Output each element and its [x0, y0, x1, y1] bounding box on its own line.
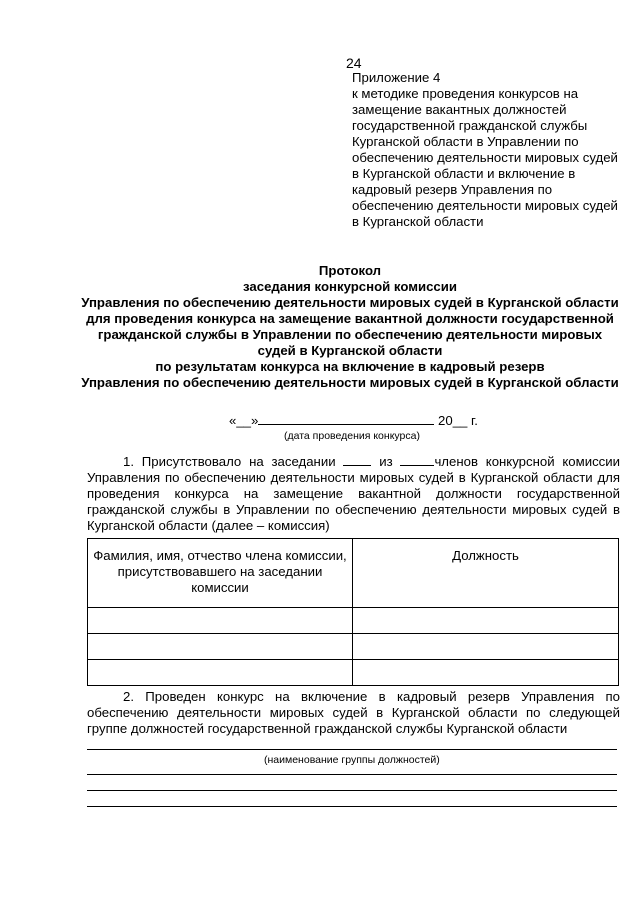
annex-line: замещение вакантных должностей — [352, 102, 567, 117]
date-year-suffix: г. — [467, 413, 478, 428]
table-cell[interactable] — [353, 608, 619, 634]
title-line: по результатам конкурса на включение в кадровый резерв — [155, 359, 545, 374]
date-caption: (дата проведения конкурса) — [284, 430, 420, 442]
annex-line: государственной гражданской службы — [352, 118, 588, 133]
table-cell[interactable] — [353, 634, 619, 660]
table-header-row — [88, 539, 619, 608]
annex-line: обеспечению деятельности мировых судей — [352, 150, 618, 165]
date-open-quote: « — [229, 413, 237, 428]
protocol-title — [80, 263, 620, 391]
date-close-quote: » — [251, 413, 259, 428]
title-line: гражданской службы в Управлении по обеспечению деятельности мировых — [97, 327, 603, 342]
annex-header — [352, 70, 622, 230]
date-month-blank[interactable] — [258, 412, 434, 425]
paragraph-2 — [87, 689, 620, 737]
date-field[interactable] — [229, 412, 478, 429]
page-number: 24 — [346, 55, 362, 71]
paragraph-1-part1: 1. Присутствовало на заседании — [123, 454, 344, 469]
blank-line[interactable] — [87, 806, 617, 807]
annex-line: в Курганской области — [352, 214, 484, 229]
title-line: для проведения конкурса на замещение вакантной должности государственной — [86, 311, 614, 326]
date-day-blank[interactable]: __ — [236, 413, 252, 428]
annex-line: к методике проведения конкурсов на — [352, 86, 579, 101]
total-count-blank[interactable] — [400, 453, 434, 466]
paragraph-1-part3: членов конкурсной комиссии Управления по обеспечению деятельности мировых судей в Курганской области для проведения конкурса на замещение вакантной должности государственной гражданской службы в Управлении по обеспечению деятельности мировых судей в Курганской области (далее – комиссия) — [87, 454, 620, 533]
present-count-blank[interactable] — [343, 453, 371, 466]
annex-line: Курганской области в Управлении по — [352, 134, 579, 149]
paragraph-2-text: 2. Проведен конкурс на включение в кадровый резерв Управления по обеспечению деятельности мировых судей в Курганской области по следующей группе должностей государственной гражданской службы Курганской области — [87, 689, 620, 736]
table-row — [88, 608, 619, 634]
table-cell[interactable] — [88, 634, 353, 660]
blank-line[interactable] — [87, 790, 617, 791]
title-line: заседания конкурсной комиссии — [243, 279, 457, 294]
paragraph-1-part2: из — [371, 454, 401, 469]
annex-line: кадровый резерв Управления по — [352, 182, 553, 197]
group-caption: (наименование группы должностей) — [264, 754, 440, 766]
table-row — [88, 634, 619, 660]
title-line: Управления по обеспечению деятельности мировых судей в Курганской области — [81, 375, 619, 390]
table-row — [88, 660, 619, 686]
title-line: Управления по обеспечению деятельности мировых судей в Курганской области — [81, 295, 619, 310]
annex-line: обеспечению деятельности мировых судей — [352, 198, 618, 213]
blank-line[interactable] — [87, 774, 617, 775]
table-cell[interactable] — [88, 608, 353, 634]
column-header-position: Должность — [353, 539, 619, 608]
date-year-blank[interactable]: __ — [452, 413, 468, 428]
column-header-name: Фамилия, имя, отчество члена комиссии, присутствовавшего на заседании комиссии — [88, 539, 353, 608]
annex-line: Приложение 4 — [352, 70, 441, 85]
table-cell[interactable] — [88, 660, 353, 686]
annex-line: в Курганской области и включение в — [352, 166, 576, 181]
title-line: Протокол — [318, 263, 382, 278]
date-year-prefix: 20 — [438, 413, 453, 428]
group-name-line[interactable] — [87, 749, 617, 750]
table-cell[interactable] — [353, 660, 619, 686]
paragraph-1 — [87, 453, 620, 534]
members-table — [87, 538, 619, 686]
title-line: судей в Курганской области — [257, 343, 443, 358]
